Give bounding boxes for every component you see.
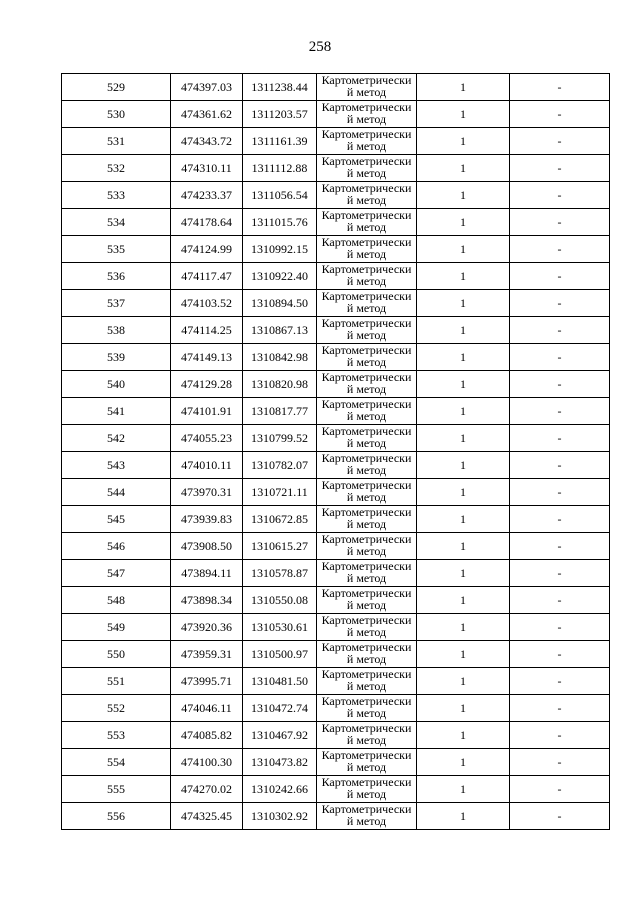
y-coordinate-cell: 1310473.82 xyxy=(243,749,317,776)
x-coordinate-cell: 474103.52 xyxy=(171,290,243,317)
x-coordinate-cell: 474361.62 xyxy=(171,101,243,128)
table-row xyxy=(62,614,610,641)
table-row xyxy=(62,776,610,803)
point-number-cell: 538 xyxy=(62,317,171,344)
accuracy-cell: 1 xyxy=(417,236,510,263)
x-coordinate-cell: 474325.45 xyxy=(171,803,243,830)
y-coordinate-cell: 1310550.08 xyxy=(243,587,317,614)
table-row xyxy=(62,587,610,614)
accuracy-cell: 1 xyxy=(417,668,510,695)
coordinates-table-body xyxy=(62,74,610,830)
point-number-cell: 537 xyxy=(62,290,171,317)
y-coordinate-cell: 1310467.92 xyxy=(243,722,317,749)
y-coordinate-cell: 1310242.66 xyxy=(243,776,317,803)
note-cell: - xyxy=(510,317,610,344)
note-cell: - xyxy=(510,668,610,695)
table-row xyxy=(62,695,610,722)
x-coordinate-cell: 474149.13 xyxy=(171,344,243,371)
note-cell: - xyxy=(510,776,610,803)
accuracy-cell: 1 xyxy=(417,614,510,641)
note-cell: - xyxy=(510,749,610,776)
x-coordinate-cell: 474124.99 xyxy=(171,236,243,263)
method-cell: Картометрически й метод xyxy=(317,101,417,128)
accuracy-cell: 1 xyxy=(417,317,510,344)
method-cell: Картометрически й метод xyxy=(317,668,417,695)
method-cell: Картометрически й метод xyxy=(317,182,417,209)
method-cell: Картометрически й метод xyxy=(317,290,417,317)
table-row xyxy=(62,803,610,830)
x-coordinate-cell: 473939.83 xyxy=(171,506,243,533)
y-coordinate-cell: 1310672.85 xyxy=(243,506,317,533)
note-cell: - xyxy=(510,344,610,371)
method-cell: Картометрически й метод xyxy=(317,398,417,425)
x-coordinate-cell: 474270.02 xyxy=(171,776,243,803)
y-coordinate-cell: 1310799.52 xyxy=(243,425,317,452)
method-cell: Картометрически й метод xyxy=(317,506,417,533)
accuracy-cell: 1 xyxy=(417,74,510,101)
y-coordinate-cell: 1311161.39 xyxy=(243,128,317,155)
y-coordinate-cell: 1311203.57 xyxy=(243,101,317,128)
page-number: 258 xyxy=(308,39,332,55)
accuracy-cell: 1 xyxy=(417,128,510,155)
accuracy-cell: 1 xyxy=(417,695,510,722)
point-number-cell: 551 xyxy=(62,668,171,695)
method-cell: Картометрически й метод xyxy=(317,425,417,452)
y-coordinate-cell: 1310615.27 xyxy=(243,533,317,560)
x-coordinate-cell: 474114.25 xyxy=(171,317,243,344)
x-coordinate-cell: 474397.03 xyxy=(171,74,243,101)
note-cell: - xyxy=(510,425,610,452)
point-number-cell: 535 xyxy=(62,236,171,263)
x-coordinate-cell: 473898.34 xyxy=(171,587,243,614)
method-cell: Картометрически й метод xyxy=(317,452,417,479)
accuracy-cell: 1 xyxy=(417,722,510,749)
y-coordinate-cell: 1311015.76 xyxy=(243,209,317,236)
note-cell: - xyxy=(510,479,610,506)
note-cell: - xyxy=(510,614,610,641)
accuracy-cell: 1 xyxy=(417,803,510,830)
accuracy-cell: 1 xyxy=(417,398,510,425)
y-coordinate-cell: 1310500.97 xyxy=(243,641,317,668)
point-number-cell: 549 xyxy=(62,614,171,641)
method-cell: Картометрически й метод xyxy=(317,479,417,506)
point-number-cell: 540 xyxy=(62,371,171,398)
accuracy-cell: 1 xyxy=(417,452,510,479)
table-row xyxy=(62,263,610,290)
y-coordinate-cell: 1310578.87 xyxy=(243,560,317,587)
table-row xyxy=(62,749,610,776)
x-coordinate-cell: 474055.23 xyxy=(171,425,243,452)
note-cell: - xyxy=(510,290,610,317)
x-coordinate-cell: 474178.64 xyxy=(171,209,243,236)
table-row xyxy=(62,236,610,263)
method-cell: Картометрически й метод xyxy=(317,749,417,776)
table-row xyxy=(62,533,610,560)
x-coordinate-cell: 473894.11 xyxy=(171,560,243,587)
method-cell: Картометрически й метод xyxy=(317,695,417,722)
x-coordinate-cell: 474233.37 xyxy=(171,182,243,209)
table-row xyxy=(62,155,610,182)
x-coordinate-cell: 474101.91 xyxy=(171,398,243,425)
point-number-cell: 544 xyxy=(62,479,171,506)
y-coordinate-cell: 1310817.77 xyxy=(243,398,317,425)
table-row xyxy=(62,560,610,587)
method-cell: Картометрически й метод xyxy=(317,560,417,587)
method-cell: Картометрически й метод xyxy=(317,776,417,803)
method-cell: Картометрически й метод xyxy=(317,74,417,101)
table-row xyxy=(62,371,610,398)
y-coordinate-cell: 1310992.15 xyxy=(243,236,317,263)
accuracy-cell: 1 xyxy=(417,506,510,533)
point-number-cell: 547 xyxy=(62,560,171,587)
point-number-cell: 534 xyxy=(62,209,171,236)
table-row xyxy=(62,398,610,425)
x-coordinate-cell: 473920.36 xyxy=(171,614,243,641)
table-row xyxy=(62,722,610,749)
point-number-cell: 541 xyxy=(62,398,171,425)
y-coordinate-cell: 1310782.07 xyxy=(243,452,317,479)
point-number-cell: 545 xyxy=(62,506,171,533)
y-coordinate-cell: 1311112.88 xyxy=(243,155,317,182)
x-coordinate-cell: 473970.31 xyxy=(171,479,243,506)
x-coordinate-cell: 474085.82 xyxy=(171,722,243,749)
x-coordinate-cell: 473908.50 xyxy=(171,533,243,560)
table-row xyxy=(62,668,610,695)
table-row xyxy=(62,479,610,506)
accuracy-cell: 1 xyxy=(417,749,510,776)
method-cell: Картометрически й метод xyxy=(317,587,417,614)
method-cell: Картометрически й метод xyxy=(317,317,417,344)
point-number-cell: 554 xyxy=(62,749,171,776)
accuracy-cell: 1 xyxy=(417,290,510,317)
y-coordinate-cell: 1310842.98 xyxy=(243,344,317,371)
x-coordinate-cell: 474310.11 xyxy=(171,155,243,182)
note-cell: - xyxy=(510,506,610,533)
y-coordinate-cell: 1310721.11 xyxy=(243,479,317,506)
note-cell: - xyxy=(510,398,610,425)
method-cell: Картометрически й метод xyxy=(317,128,417,155)
point-number-cell: 539 xyxy=(62,344,171,371)
note-cell: - xyxy=(510,695,610,722)
y-coordinate-cell: 1310302.92 xyxy=(243,803,317,830)
table-row xyxy=(62,128,610,155)
note-cell: - xyxy=(510,452,610,479)
point-number-cell: 531 xyxy=(62,128,171,155)
x-coordinate-cell: 474046.11 xyxy=(171,695,243,722)
accuracy-cell: 1 xyxy=(417,371,510,398)
x-coordinate-cell: 474117.47 xyxy=(171,263,243,290)
accuracy-cell: 1 xyxy=(417,587,510,614)
method-cell: Картометрически й метод xyxy=(317,236,417,263)
x-coordinate-cell: 473959.31 xyxy=(171,641,243,668)
table-row xyxy=(62,344,610,371)
y-coordinate-cell: 1310894.50 xyxy=(243,290,317,317)
note-cell: - xyxy=(510,155,610,182)
x-coordinate-cell: 473995.71 xyxy=(171,668,243,695)
accuracy-cell: 1 xyxy=(417,641,510,668)
table-row xyxy=(62,641,610,668)
table-row xyxy=(62,101,610,128)
point-number-cell: 533 xyxy=(62,182,171,209)
y-coordinate-cell: 1310472.74 xyxy=(243,695,317,722)
accuracy-cell: 1 xyxy=(417,101,510,128)
accuracy-cell: 1 xyxy=(417,560,510,587)
coordinates-table xyxy=(61,73,610,830)
note-cell: - xyxy=(510,560,610,587)
accuracy-cell: 1 xyxy=(417,533,510,560)
method-cell: Картометрически й метод xyxy=(317,533,417,560)
point-number-cell: 550 xyxy=(62,641,171,668)
table-row xyxy=(62,74,610,101)
point-number-cell: 556 xyxy=(62,803,171,830)
y-coordinate-cell: 1310481.50 xyxy=(243,668,317,695)
table-row xyxy=(62,425,610,452)
y-coordinate-cell: 1310530.61 xyxy=(243,614,317,641)
x-coordinate-cell: 474010.11 xyxy=(171,452,243,479)
table-row xyxy=(62,182,610,209)
note-cell: - xyxy=(510,182,610,209)
note-cell: - xyxy=(510,641,610,668)
note-cell: - xyxy=(510,587,610,614)
method-cell: Картометрически й метод xyxy=(317,614,417,641)
x-coordinate-cell: 474100.30 xyxy=(171,749,243,776)
note-cell: - xyxy=(510,236,610,263)
method-cell: Картометрически й метод xyxy=(317,803,417,830)
note-cell: - xyxy=(510,128,610,155)
note-cell: - xyxy=(510,371,610,398)
note-cell: - xyxy=(510,74,610,101)
point-number-cell: 529 xyxy=(62,74,171,101)
point-number-cell: 546 xyxy=(62,533,171,560)
method-cell: Картометрически й метод xyxy=(317,641,417,668)
point-number-cell: 530 xyxy=(62,101,171,128)
method-cell: Картометрически й метод xyxy=(317,371,417,398)
y-coordinate-cell: 1311056.54 xyxy=(243,182,317,209)
table-row xyxy=(62,209,610,236)
accuracy-cell: 1 xyxy=(417,344,510,371)
y-coordinate-cell: 1311238.44 xyxy=(243,74,317,101)
point-number-cell: 552 xyxy=(62,695,171,722)
note-cell: - xyxy=(510,803,610,830)
accuracy-cell: 1 xyxy=(417,182,510,209)
y-coordinate-cell: 1310820.98 xyxy=(243,371,317,398)
accuracy-cell: 1 xyxy=(417,479,510,506)
table-row xyxy=(62,452,610,479)
accuracy-cell: 1 xyxy=(417,425,510,452)
method-cell: Картометрически й метод xyxy=(317,263,417,290)
note-cell: - xyxy=(510,263,610,290)
point-number-cell: 536 xyxy=(62,263,171,290)
note-cell: - xyxy=(510,101,610,128)
method-cell: Картометрически й метод xyxy=(317,344,417,371)
accuracy-cell: 1 xyxy=(417,263,510,290)
table-row xyxy=(62,317,610,344)
point-number-cell: 548 xyxy=(62,587,171,614)
y-coordinate-cell: 1310867.13 xyxy=(243,317,317,344)
point-number-cell: 532 xyxy=(62,155,171,182)
accuracy-cell: 1 xyxy=(417,155,510,182)
method-cell: Картометрически й метод xyxy=(317,209,417,236)
table-row xyxy=(62,506,610,533)
point-number-cell: 542 xyxy=(62,425,171,452)
point-number-cell: 555 xyxy=(62,776,171,803)
note-cell: - xyxy=(510,209,610,236)
point-number-cell: 553 xyxy=(62,722,171,749)
point-number-cell: 543 xyxy=(62,452,171,479)
y-coordinate-cell: 1310922.40 xyxy=(243,263,317,290)
x-coordinate-cell: 474343.72 xyxy=(171,128,243,155)
note-cell: - xyxy=(510,722,610,749)
method-cell: Картометрически й метод xyxy=(317,155,417,182)
note-cell: - xyxy=(510,533,610,560)
x-coordinate-cell: 474129.28 xyxy=(171,371,243,398)
method-cell: Картометрически й метод xyxy=(317,722,417,749)
accuracy-cell: 1 xyxy=(417,776,510,803)
table-row xyxy=(62,290,610,317)
accuracy-cell: 1 xyxy=(417,209,510,236)
